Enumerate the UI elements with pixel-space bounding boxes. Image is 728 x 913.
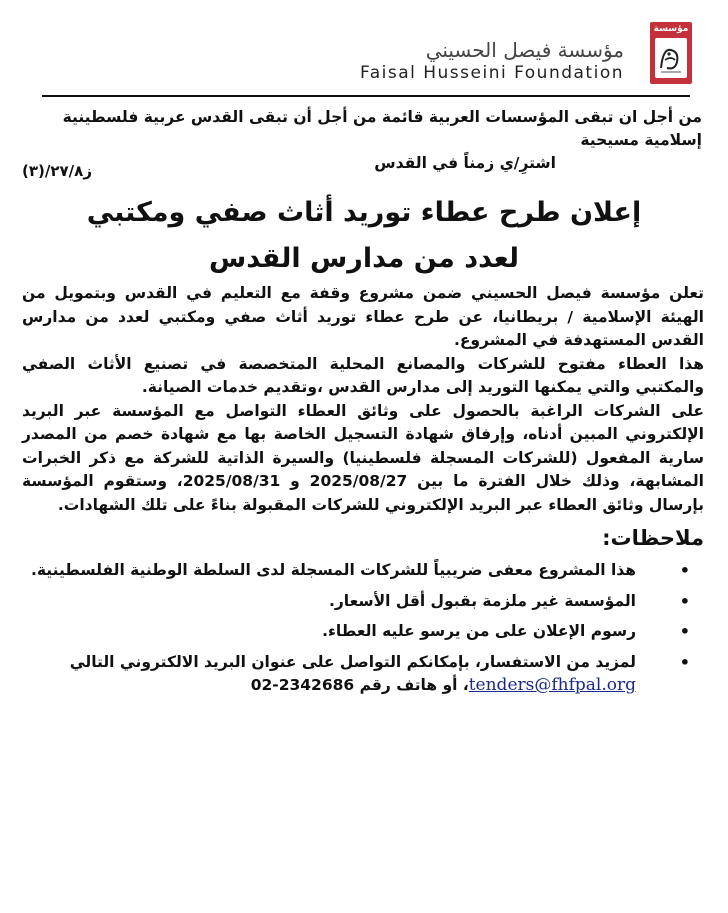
bullet-icon: • — [679, 591, 690, 611]
bullet-icon: • — [679, 561, 690, 580]
reference-code: ز٢٧/٨/(٣) — [22, 162, 92, 180]
paragraph-intro: تعلن مؤسسة فيصل الحسيني ضمن مشروع وقفة مع التعليم في القدس وبتمويل من الهيئة الإسلامية / بريطانيا، عن طرح عطاء توريد أثاث صفي ومكتبي لعدد من مدارس القدس المستهدفة في المشروع. — [22, 284, 704, 349]
foundation-name-english: Faisal Husseini Foundation — [359, 63, 624, 83]
announcement-title — [22, 190, 706, 282]
title-line-1: إعلان طرح عطاء توريد أثاث صفي ومكتبي — [86, 197, 642, 228]
notes-list — [22, 559, 706, 698]
bullet-icon: • — [679, 622, 690, 641]
phone-prefix: ، أو هاتف رقم — [359, 676, 469, 694]
motto-line-1: من أجل ان تبقى المؤسسات العربية قائمة من أجل أن تبقى القدس عربية فلسطينية — [62, 108, 702, 126]
bullet-icon: • — [679, 652, 690, 672]
motto-line-3: اشترِ/ي زمناً في القدس — [374, 154, 556, 172]
foundation-header — [22, 0, 706, 92]
note-item — [22, 651, 706, 698]
note-item — [22, 590, 706, 614]
note-text: رسوم الإعلان على من يرسو عليه العطاء. — [322, 622, 636, 640]
foundation-name-arabic: مؤسسة فيصل الحسيني — [425, 38, 624, 62]
title-line-2: لعدد من مدارس القدس — [208, 243, 520, 274]
paragraph-eligibility: هذا العطاء مفتوح للشركات والمصانع المحلية المتخصصة في تصنيع الأثاث الصفي والمكتبي والتي يمكنها التوريد إلى مدارس القدس ،وتقديم خدمات الصيانة. — [22, 354, 704, 396]
contact-phone: 02-2342686 — [250, 676, 355, 694]
announcement-body — [22, 92, 706, 698]
note-item — [22, 559, 706, 583]
notes-title: ملاحظات: — [602, 526, 704, 550]
note-text: لمزيد من الاستفسار، بإمكانكم التواصل على عنوان البريد الالكتروني التالي — [69, 652, 636, 671]
foundation-name — [360, 38, 624, 84]
note-text: هذا المشروع معفى ضريبياً للشركات المسجلة لدى السلطة الوطنية الفلسطينية. — [31, 561, 636, 579]
contact-email-link[interactable]: tenders@fhfpal.org — [468, 675, 636, 695]
header-divider — [42, 95, 690, 97]
logo-word: مؤسسة — [653, 24, 689, 34]
note-text: المؤسسة غير ملزمة بقبول أقل الأسعار. — [328, 591, 636, 610]
foundation-logo — [650, 22, 692, 84]
paragraph-instructions: على الشركات الراغبة بالحصول على وثائق العطاء التواصل مع المؤسسة عبر البريد الإلكتروني المبين أدناه، وإرفاق شهادة التسجيل الخاصة بها مع شهادة خصم من المصدر سارية المفعول (للشركات المسجلة فلسطينيا) والسيرة الذاتية للشركة مع ذكر الخبرات المشابهة، وذلك خلال الفترة ما بين 2025/08/27 و 2025/08/31، وستقوم المؤسسة بإرسال وثائق العطاء عبر البريد الإلكتروني للشركات المقبولة بناءً على تلك الشهادات. — [22, 401, 704, 514]
logo-emblem-icon — [655, 38, 687, 78]
motto-line-2: إسلامية مسيحية — [580, 131, 702, 149]
note-item — [22, 620, 706, 644]
motto-ref-row — [22, 152, 706, 180]
